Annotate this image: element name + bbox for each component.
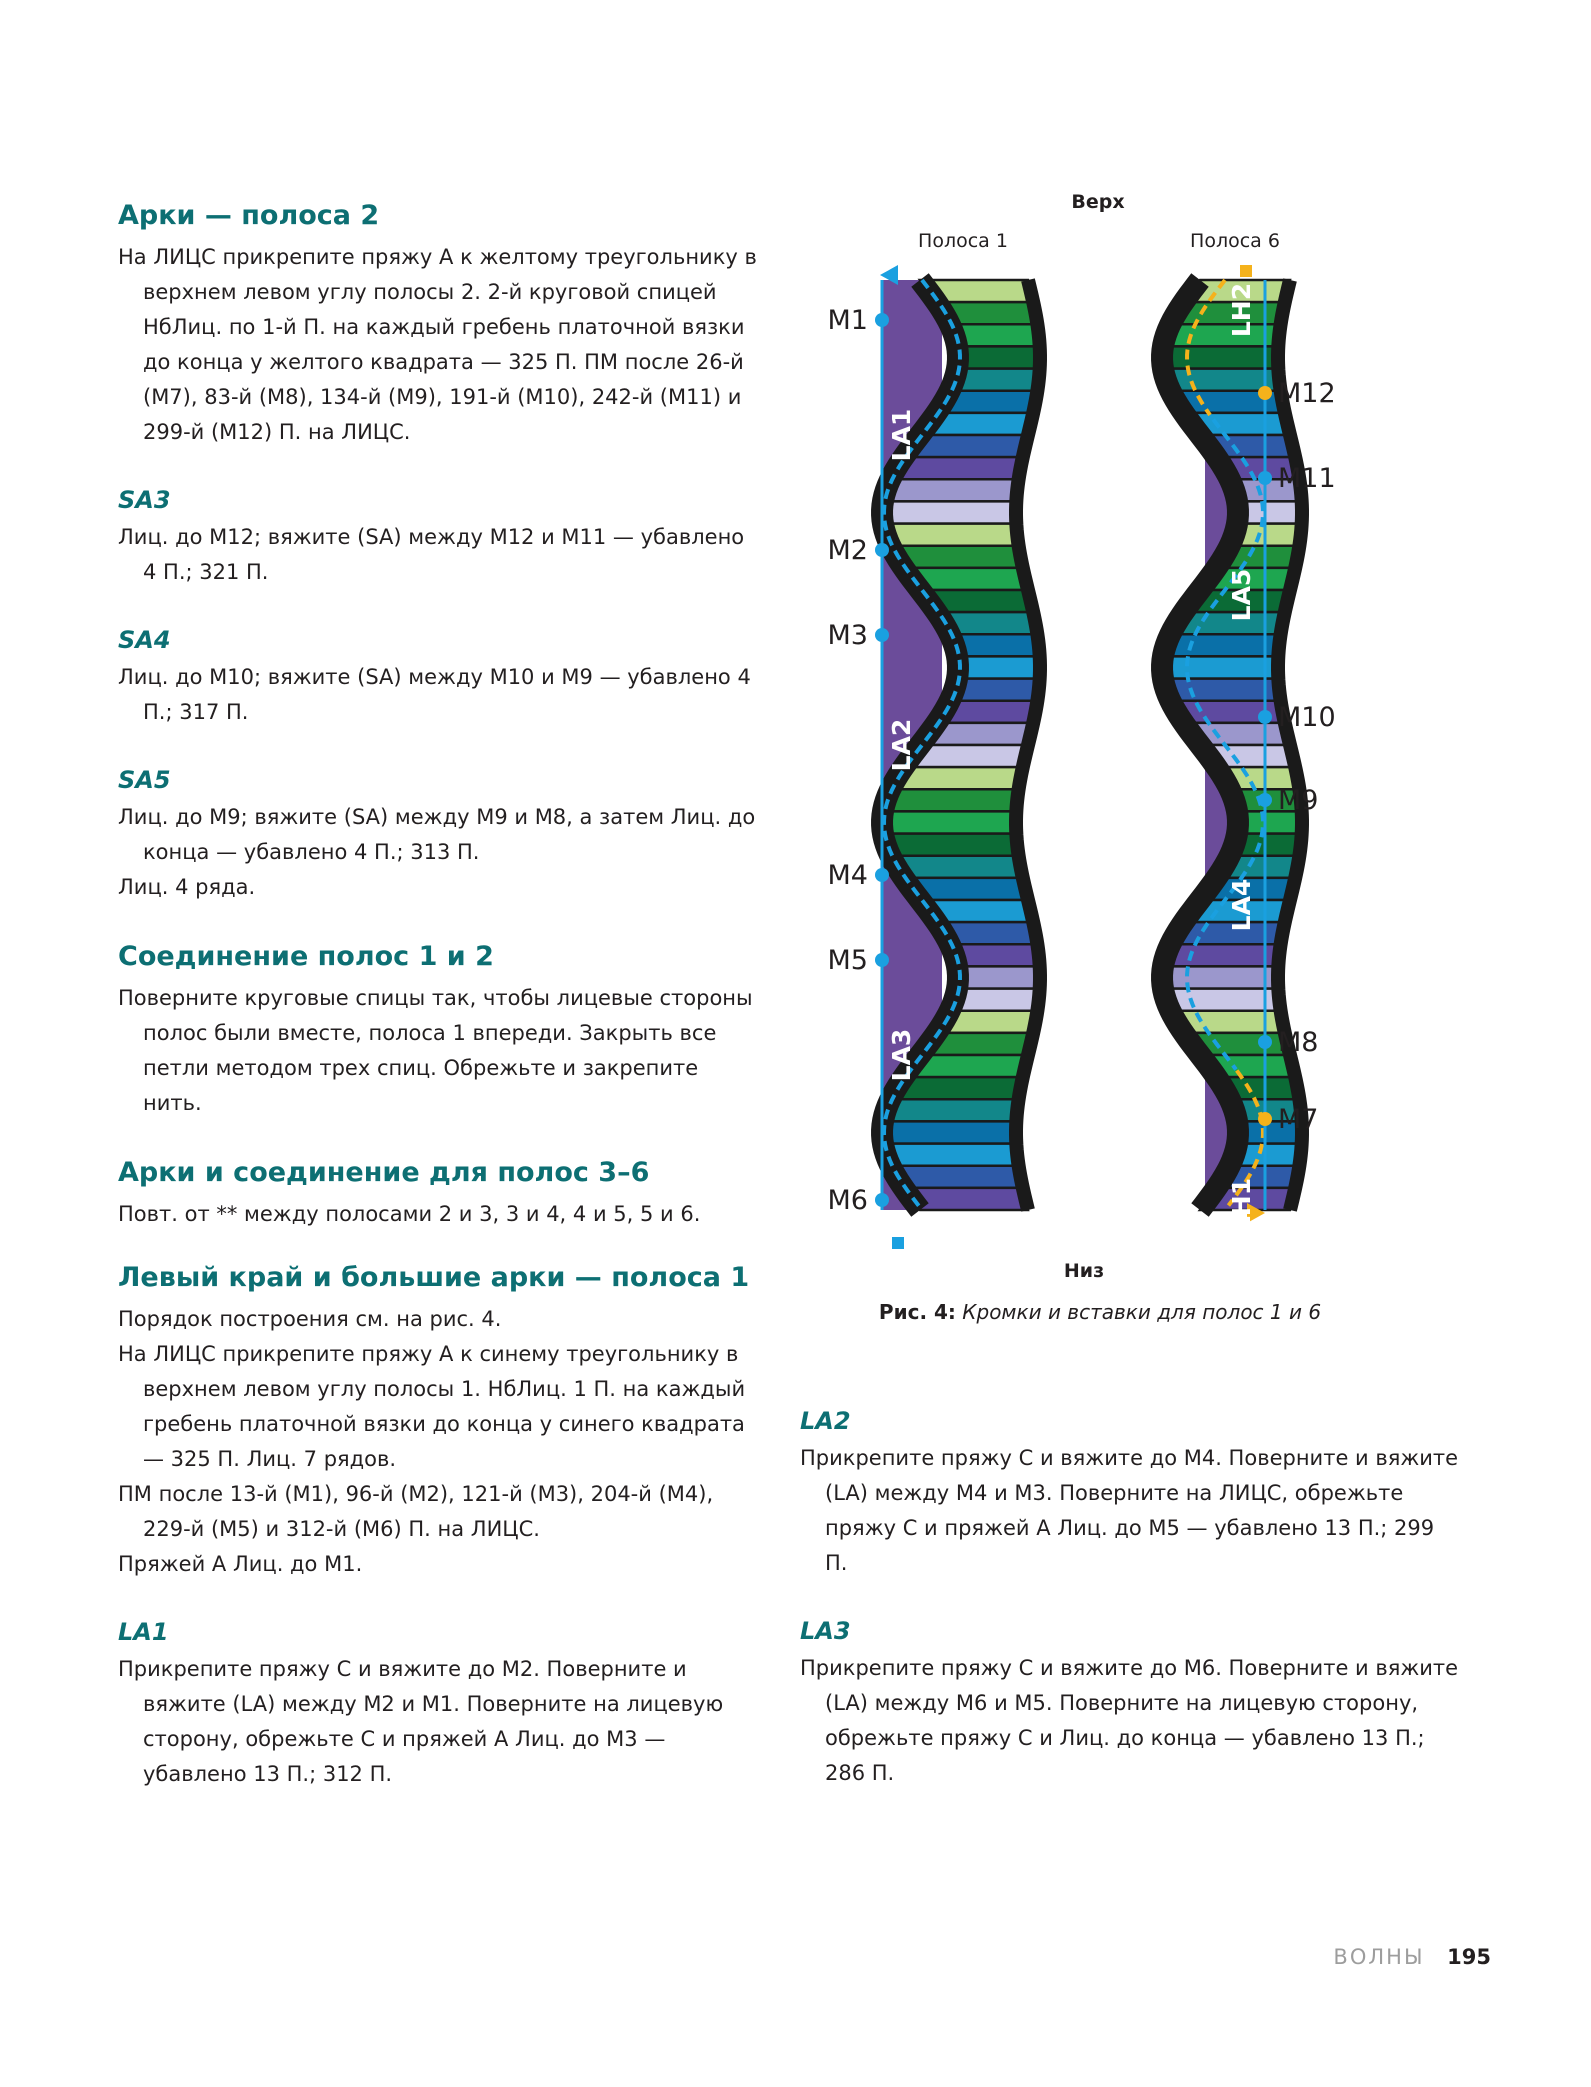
marker-dot [875,868,889,882]
blue-square [892,1237,904,1249]
stripe-segment [957,656,1040,678]
paragraph: Прикрепите пряжу С и вяжите до М2. Поверните и вяжите (LA) между М2 и М1. Поверните на лицевую сторону, обрежьте С и пряжей А Лиц. до М3 — убавлено 13 П.; 312 П. [118,1657,724,1786]
stripe-segment [1163,656,1278,678]
stripe-segment [883,1121,1016,1143]
strip1-label: Полоса 1 [918,230,1008,252]
yellow-square [1240,265,1252,277]
stripe-segment [883,1144,1019,1166]
section-la3 [800,1615,1460,1791]
section-la2 [800,1405,1460,1581]
panel-label: LA5 [1227,568,1256,622]
heading-arches-3-6: Арки и соединение для полос 3–6 [118,1157,650,1188]
marker-label-left: M5 [827,945,868,976]
paragraph: Пряжей А Лиц. до М1. [118,1552,363,1576]
paragraph: Прикрепите пряжу С и вяжите до М6. Поверните и вяжите (LA) между М6 и М5. Поверните на лицевую сторону, обрежьте пряжу С и Лиц. до конца — убавлено 13 П.; 286 П. [800,1656,1459,1785]
section-left-edge [118,1260,758,1582]
paragraph: Повт. от ** между полосами 2 и 3, 3 и 4, 4 и 5, 5 и 6. [118,1202,701,1226]
paragraph: Прикрепите пряжу С и вяжите до М4. Поверните и вяжите (LA) между М4 и М3. Поверните на ЛИЦС, обрежьте пряжу С и пряжей А Лиц. до М5 — убавлено 13 П.; 299 П. [800,1446,1459,1575]
bottom-label: Низ [1063,1260,1105,1282]
paragraph: Лиц. 4 ряда. [118,875,256,899]
heading-sa4: SA4 [118,626,171,654]
marker-dot [875,543,889,557]
stripe-segment [883,789,1019,811]
marker-label-left: M6 [827,1185,868,1216]
marker-dot [1258,471,1272,485]
heading-sa3: SA3 [118,486,171,514]
strip-6 [1162,280,1302,1210]
stripe-segment [883,1099,1019,1121]
marker-label-right: M11 [1278,463,1336,494]
strip6-label: Полоса 6 [1190,230,1280,252]
marker-label-right: M8 [1278,1027,1319,1058]
caption-label: Рис. 4: [878,1300,956,1324]
page-footer [1333,1945,1491,1969]
marker-dot [1258,710,1272,724]
paragraph: Лиц. до М12; вяжите (SA) между М12 и М11 — убавлено 4 П.; 321 П. [118,525,745,584]
marker-label-left: M4 [827,860,868,891]
stripe-segment [883,811,1016,833]
heading-la1: LA1 [118,1618,169,1646]
stripe-segment [957,966,1040,988]
section-arches-3-6 [118,1155,758,1232]
page-number: 195 [1447,1945,1491,1969]
left-column [118,198,758,1826]
panel-label: LA4 [1227,878,1256,932]
panel-label: LA1 [887,408,916,462]
caption-text: Кромки и вставки для полос 1 и 6 [962,1300,1322,1324]
paragraph: На ЛИЦС прикрепите пряжу А к синему треугольнику в верхнем левом углу полосы 1. НбЛиц. 1 П. на каждый гребень платочной вязки до конца у синего квадрата — 325 П. Лиц. 7 рядов. [118,1342,746,1471]
section-la1 [118,1616,758,1792]
heading-left-edge: Левый край и большие арки — полоса 1 [118,1262,750,1293]
heading-la3: LA3 [800,1617,851,1645]
heading-sa5: SA5 [118,766,171,794]
marker-dot [1258,1112,1272,1126]
section-name: ВОЛНЫ [1333,1945,1425,1969]
marker-dot [875,953,889,967]
marker-dot [1258,386,1272,400]
figure-caption [800,1300,1400,1324]
section-arches-strip2 [118,198,758,450]
top-label: Верх [1071,191,1125,213]
strip-diagram [800,185,1360,1295]
stripe-segment [883,479,1019,501]
panel-label: LH1 [1227,1177,1256,1233]
paragraph: Лиц. до М9; вяжите (SA) между М9 и М8, а затем Лиц. до конца — убавлено 4 П.; 313 П. [118,805,756,864]
panel-label: LA2 [887,718,916,772]
marker-dot [1258,1035,1272,1049]
heading-arches-strip2: Арки — полоса 2 [118,200,380,231]
marker-label-right: M10 [1278,702,1336,733]
marker-label-left: M1 [827,305,868,336]
paragraph: Поверните круговые спицы так, чтобы лицевые стороны полос были вместе, полоса 1 впереди. Закрыть все петли методом трех спиц. Обрежьте и закрепите нить. [118,986,753,1115]
paragraph: Порядок построения см. на рис. 4. [118,1307,502,1331]
marker-label-right: M9 [1278,785,1319,816]
marker-dot [1258,793,1272,807]
marker-label-left: M2 [827,535,868,566]
stripe-segment [1163,346,1278,368]
section-sa3 [118,484,758,590]
panel-label: LH2 [1227,282,1256,338]
right-column [800,1405,1460,1825]
stripe-segment [883,524,1019,546]
stripe-segment [957,346,1040,368]
figure-4-diagram [800,185,1360,1325]
marker-label-right: M7 [1278,1104,1319,1135]
section-sa4 [118,624,758,730]
stripe-segment [883,501,1016,523]
heading-join: Соединение полос 1 и 2 [118,941,494,972]
section-sa5 [118,764,758,905]
paragraph: Лиц. до М10; вяжите (SA) между М10 и М9 — убавлено 4 П.; 317 П. [118,665,751,724]
marker-label-right: M12 [1278,378,1336,409]
marker-label-left: M3 [827,620,868,651]
paragraph: ПМ после 13-й (М1), 96-й (М2), 121-й (М3), 204-й (М4), 229-й (М5) и 312-й (М6) П. на ЛИЦС. [118,1482,714,1541]
marker-dot [875,313,889,327]
marker-dot [875,628,889,642]
heading-la2: LA2 [800,1407,851,1435]
panel-label: LA3 [887,1028,916,1082]
section-join [118,939,758,1121]
paragraph: На ЛИЦС прикрепите пряжу А к желтому треугольнику в верхнем левом углу полосы 2. 2-й круговой спицей НбЛиц. по 1-й П. на каждый гребень платочной вязки до конца у желтого квадрата — 325 П. ПМ после 26-й (М7), 83-й (М8), 134-й (М9), 191-й (М10), 242-й (М11) и 299-й (М12) П. на ЛИЦС. [118,245,757,444]
stripe-segment [883,834,1019,856]
stripe-segment [1163,966,1278,988]
marker-dot [875,1193,889,1207]
